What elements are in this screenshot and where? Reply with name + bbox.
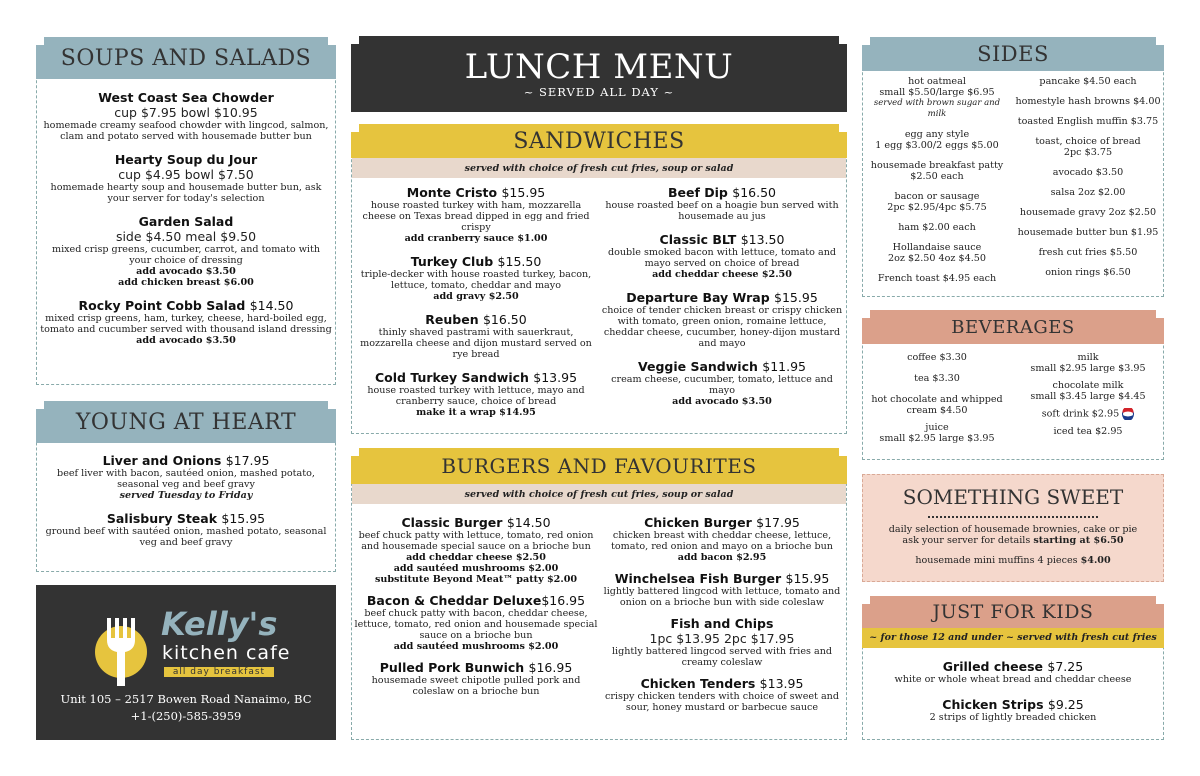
address: Unit 105 – 2517 Bowen Road Nanaimo, BC [60, 692, 312, 706]
sweet-divider [928, 516, 1098, 518]
menu-item: Chicken Burger $17.95 chicken breast with cheddar cheese, lettuce, tomato, red onion and mayo on a brioche bun add bacon $2.95 [611, 515, 833, 563]
drink-item: chocolate milk small $3.45 large $4.45 [1030, 380, 1146, 402]
young-title: YOUNG AT HEART [36, 401, 336, 443]
side-item: Hollandaise sauce 2oz $2.50 4oz $4.50 [888, 242, 986, 264]
menu-item: Veggie Sandwich $11.95 cream cheese, cucumber, tomato, lettuce and mayo add avocado $3.50 [611, 359, 833, 407]
kids-title: JUST FOR KIDS [862, 596, 1164, 628]
menu-item: Monte Cristo $15.95 house roasted turkey with ham, mozzarella cheese on Texas bread dipped in egg and fried crispy add cranberry sauce $1.00 [362, 185, 590, 244]
side-item: hot oatmeal small $5.50/large $6.95 [879, 76, 995, 98]
drink-item: hot chocolate and whipped cream $4.50 [871, 394, 1003, 416]
sweet-line-3: housemade mini muffins 4 pieces $4.00 [915, 555, 1111, 566]
side-item: French toast $4.95 each [877, 273, 997, 284]
soda-logo-icon [1122, 408, 1134, 420]
menu-item: Garden Salad side $4.50 meal $9.50 mixed crisp greens, cucumber, carrot, and tomato with your choice of dressing add avocado $3.50 add chicken breast $6.00 [51, 214, 321, 288]
menu-item: Fish and Chips 1pc $13.95 2pc $17.95 lightly battered lingcod served with fries and creamy coleslaw [611, 616, 833, 668]
sandwiches-left [354, 185, 598, 418]
menu-item: Hearty Soup du Jour cup $4.95 bowl $7.50 homemade hearty soup and housemade butter bun, ask your server for today's selection [50, 152, 322, 204]
sweet-line-2: ask your server for details starting at $6.50 [902, 535, 1124, 546]
side-item: bacon or sausage 2pc $2.95/4pc $5.75 [887, 191, 987, 213]
sides-left [864, 76, 1010, 284]
burgers-title: BURGERS AND FAVOURITES [351, 448, 847, 484]
menu-item: Liver and Onions $17.95 beef liver with bacon, sautéed onion, mashed potato, seasonal veg and beef gravy served Tuesday to Friday [57, 453, 315, 501]
menu-item: Rocky Point Cobb Salad $14.50 mixed crisp greens, ham, turkey, cheese, hard-boiled egg, tomato and cucumber served with thousand island dressing add avocado $3.50 [40, 298, 332, 346]
menu-item: Turkey Club $15.50 triple-decker with house roasted turkey, bacon, lettuce, tomato, cheddar and mayo add gravy $2.50 [360, 254, 592, 302]
menu-item: Classic Burger $14.50 beef chuck patty with lettuce, tomato, red onion and housemade special sauce on a brioche bun add cheddar cheese $2.50 add sautéed mushrooms $2.00 substitute Beyond Meat™ patty $2.00 [358, 515, 594, 585]
beverages-left [864, 352, 1010, 444]
lunch-title: LUNCH MENU [464, 47, 734, 87]
sweet-line-1: daily selection of housemade brownies, cake or pie [888, 524, 1138, 535]
drink-item: soft drink $2.95 [1014, 408, 1162, 420]
soups-title: SOUPS AND SALADS [36, 37, 336, 79]
sides-right [1014, 76, 1162, 278]
burgers-subtitle: served with choice of fresh cut fries, soup or salad [352, 484, 846, 504]
lunch-header [351, 36, 847, 112]
soups-list [40, 90, 332, 346]
side-item: egg any style 1 egg $3.00/2 eggs $5.00 [875, 129, 999, 151]
phone: +1-(250)-585-3959 [130, 709, 242, 723]
side-item: ham $2.00 each [898, 222, 976, 233]
logo-block [36, 585, 336, 740]
sandwiches-title: SANDWICHES [351, 124, 847, 158]
side-item: toast, choice of bread 2pc $3.75 [1035, 136, 1141, 158]
sides-title: SIDES [862, 37, 1164, 71]
sweet-title: SOMETHING SWEET [902, 485, 1124, 509]
kids-list [864, 659, 1162, 723]
menu-item: Bacon & Cheddar Deluxe$16.95 beef chuck patty with bacon, cheddar cheese, lettuce, tomato, red onion and housemade special sauce on a brioche bun add sautéed mushrooms $2.00 [354, 593, 598, 652]
burgers-left [354, 515, 598, 697]
fork-logo-icon [91, 610, 151, 690]
side-item: avocado $3.50 [1052, 167, 1124, 178]
menu-item: Departure Bay Wrap $15.95 choice of tender chicken breast or crispy chicken with tomato, green onion, romaine lettuce, cheddar cheese, cucumber, honey-dijon mustard and mayo [601, 290, 843, 349]
side-item: toasted English muffin $3.75 [1017, 116, 1159, 127]
side-item: salsa 2oz $2.00 [1050, 187, 1126, 198]
menu-item: Reuben $16.50 thinly shaved pastrami with sauerkraut, mozzarella cheese and dijon mustard served on rye bread [360, 312, 592, 360]
menu-item: Cold Turkey Sandwich $13.95 house roasted turkey with lettuce, mayo and cranberry sauce, choice of bread make it a wrap $14.95 [367, 370, 585, 418]
side-item: housemade butter bun $1.95 [1017, 227, 1159, 238]
side-item: homestyle hash browns $4.00 [1015, 96, 1161, 107]
side-item: pancake $4.50 each [1039, 76, 1137, 87]
burgers-right [600, 515, 844, 713]
side-item: served with brown sugar and milk [873, 98, 1001, 119]
drink-item: milk small $2.95 large $3.95 [1030, 352, 1146, 374]
menu-item: Beef Dip $16.50 house roasted beef on a hoagie bun served with housemade au jus [605, 185, 839, 222]
menu-item: Chicken Tenders $13.95 crispy chicken tenders with choice of sweet and sour, honey mustard or barbecue sauce [604, 676, 840, 713]
side-item: fresh cut fries $5.50 [1038, 247, 1138, 258]
kids-subtitle: ~ for those 12 and under ~ served with fresh cut fries [862, 628, 1164, 648]
menu-item: Pulled Pork Bunwich $16.95 housemade sweet chipotle pulled pork and coleslaw on a brioche bun [371, 660, 581, 697]
menu-item: Grilled cheese $7.25 white or whole wheat bread and cheddar cheese [894, 659, 1132, 685]
brand-tagline: all day breakfast [164, 667, 274, 677]
side-item: onion rings $6.50 [1045, 267, 1131, 278]
beverages-title: BEVERAGES [862, 310, 1164, 344]
drink-item: iced tea $2.95 [1053, 426, 1123, 437]
menu-item: Salisbury Steak $15.95 ground beef with sautéed onion, mashed potato, seasonal veg and beef gravy [45, 511, 327, 548]
sandwiches-subtitle: served with choice of fresh cut fries, soup or salad [352, 158, 846, 178]
menu-item: West Coast Sea Chowder cup $7.95 bowl $10.95 homemade creamy seafood chowder with lingcod, salmon, clam and potato served with housemade butter bun [43, 90, 329, 142]
sandwiches-right [600, 185, 844, 407]
brand-subname: kitchen cafe [162, 642, 291, 664]
drink-item: coffee $3.30 [907, 352, 967, 363]
menu-item: Winchelsea Fish Burger $15.95 lightly battered lingcod with lettuce, tomato and onion on a brioche bun with side coleslaw [603, 571, 841, 608]
beverages-right [1014, 352, 1162, 437]
young-list [40, 453, 332, 548]
side-item: housemade breakfast patty $2.50 each [870, 160, 1004, 182]
drink-item: tea $3.30 [914, 373, 960, 384]
side-item: housemade gravy 2oz $2.50 [1019, 207, 1157, 218]
lunch-subtitle: ~ SERVED ALL DAY ~ [523, 85, 675, 99]
menu-item: Chicken Strips $9.25 2 strips of lightly breaded chicken [929, 697, 1097, 723]
drink-item: juice small $2.95 large $3.95 [879, 422, 995, 444]
brand-name: Kelly's [161, 605, 278, 643]
menu-item: Classic BLT $13.50 double smoked bacon with lettuce, tomato and mayo served on choice of bread add cheddar cheese $2.50 [607, 232, 837, 280]
